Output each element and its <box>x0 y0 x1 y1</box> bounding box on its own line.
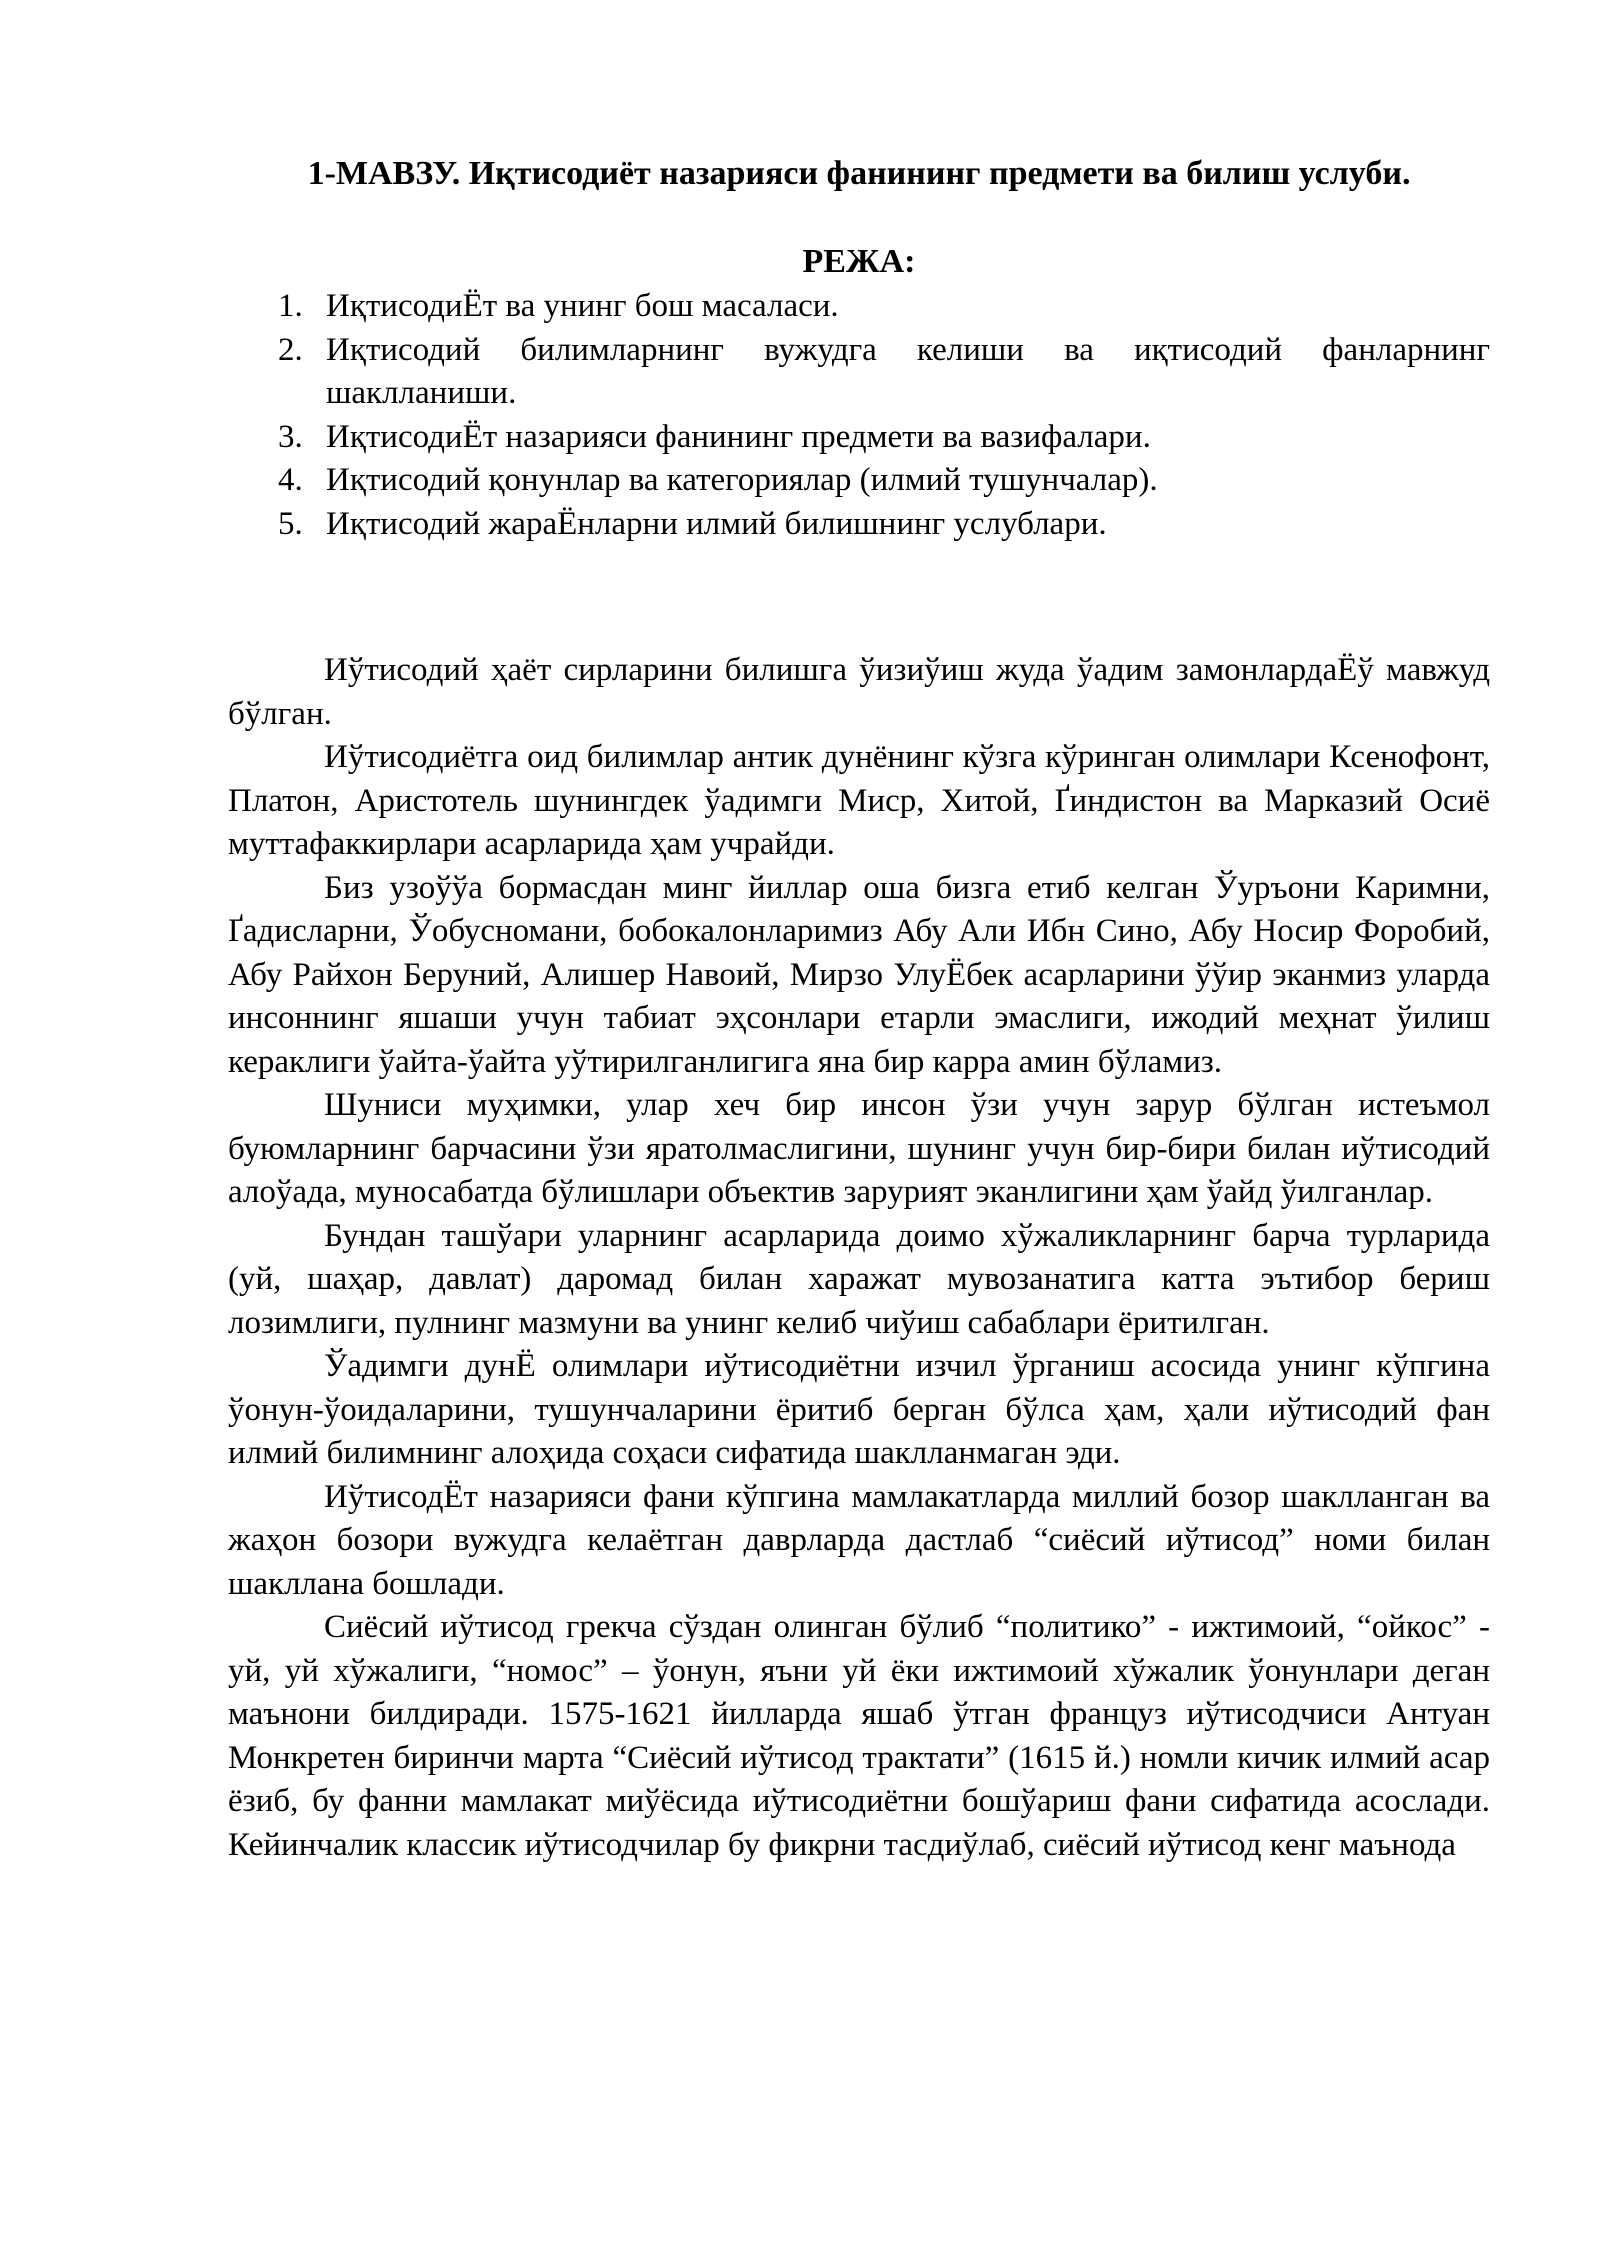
paragraph: Ўадимги дунЁ олимлари иўтисодиётни изчил ўрганиш асосида унинг кўпгина ўонун-ўоидаларини, тушунчаларини ёритиб берган бўлса ҳам, ҳали иўтисодий фан илмий билимнинг алоҳида соҳаси сифатида шаклланмаган эди. <box>228 1348 1490 1471</box>
plan-item-number: 1. <box>278 288 303 324</box>
plan-item-number: 5. <box>278 505 303 542</box>
paragraph: ИўтисодЁт назарияси фани кўпгина мамлакатларда миллий бозор шаклланган ва жаҳон бозори вужудга келаётган даврларда дастлаб “сиёсий иўтисод” номи билан шакллана бошлади. <box>228 1478 1490 1602</box>
paragraph: Сиёсий иўтисод грекча сўздан олинган бўлиб “политико” - ижтимоий, “ойкос” - уй, уй хўжалиги, “номос” – ўонун, яъни уй ёки ижтимоий хўжалик ўонунлари деган маънони билдиради. 1575-1621 йилларда яшаб ўтган француз иўтисодчиси Антуан Монкретен биринчи марта “Сиёсий иўтисод трактати” (1615 й.) номли кичик илмий асар ёзиб, бу фанни мамлакат миўёсида иўтисодиётни бошўариш фани сифатида асослади. Кейинчалик классик иўтисодчилар бу фикрни тасдиўлаб, сиёсий иўтисод кенг маънода <box>228 1609 1490 1863</box>
plan-item-number: 2. <box>278 331 303 368</box>
plan-item <box>278 416 1490 460</box>
plan-item <box>278 285 1490 329</box>
plan-item-text: Иқтисодий жараЁнларни илмий билишнинг услублари. <box>326 505 1107 542</box>
plan-heading: РЕЖА: <box>802 243 916 280</box>
plan-item-text: ИқтисодиЁт назарияси фанининг предмети ва вазифалари. <box>326 418 1151 455</box>
paragraph: Иўтисодиётга оид билимлар антик дунёнинг кўзга кўринган олимлари Ксенофонт, Платон, Аристотель шунингдек ўадимги Миср, Хитой, Ґиндистон ва Марказий Осиё муттафаккирлари асарларида ҳам учрайди. <box>228 739 1490 862</box>
plan-item-text: Иқтисодий қонунлар ва категориялар (илмий тушунчалар). <box>326 462 1158 498</box>
paragraph: Биз узоўўа бормасдан минг йиллар оша бизга етиб келган Ўуръони Каримни, Ґадисларни, Ўобусномани, бобокалонларимиз Абу Али Ибн Сино, Абу Носир Форобий, Абу Райхон Беруний, Алишер Навоий, Мирзо УлуЁбек асарларини ўўир эканмиз уларда инсоннинг яшаши учун табиат эҳсонлари етарли эмаслиги, ижодий меҳнат ўилиш кераклиги ўайта-ўайта уўтирилганлигига яна бир карра амин бўламиз. <box>228 869 1490 1080</box>
paragraph: Бундан ташўари уларнинг асарларида доимо хўжаликларнинг барча турларида (уй, шаҳар, давлат) даромад билан харажат мувозанатига катта эътибор бериш лозимлиги, пулнинг мазмуни ва унинг келиб чиўиш сабаблари ёритилган. <box>228 1217 1490 1341</box>
body-text <box>228 649 1490 1867</box>
plan-item <box>278 329 1490 416</box>
paragraph: Иўтисодий ҳаёт сирларини билишга ўизиўиш жуда ўадим замонлардаЁў мавжуд бўлган. <box>228 652 1490 732</box>
plan-item-text: ИқтисодиЁт ва унинг бош масаласи. <box>326 288 839 324</box>
paragraph: Шуниси муҳимки, улар хеч бир инсон ўзи учун зарур бўлган истеъмол буюмларнинг барчасини ўзи яратолмаслигини, шунинг учун бир-бири билан иўтисодий алоўада, муносабатда бўлишлари объектив зарурият эканлигини ҳам ўайд ўилганлар. <box>228 1087 1490 1210</box>
plan-item-text: Иқтисодий билимларнинг вужудга келиши ва иқтисодий фанларнинг шаклланиши. <box>326 331 1490 411</box>
plan-item <box>278 503 1490 547</box>
plan-item-number: 4. <box>278 462 303 498</box>
document-title: 1-МАВЗУ. Иқтисодиёт назарияси фанининг предмети ва билиш услуби. <box>307 155 1411 192</box>
plan-item-number: 3. <box>278 418 303 455</box>
plan-list <box>278 285 1490 546</box>
plan-item <box>278 459 1490 503</box>
